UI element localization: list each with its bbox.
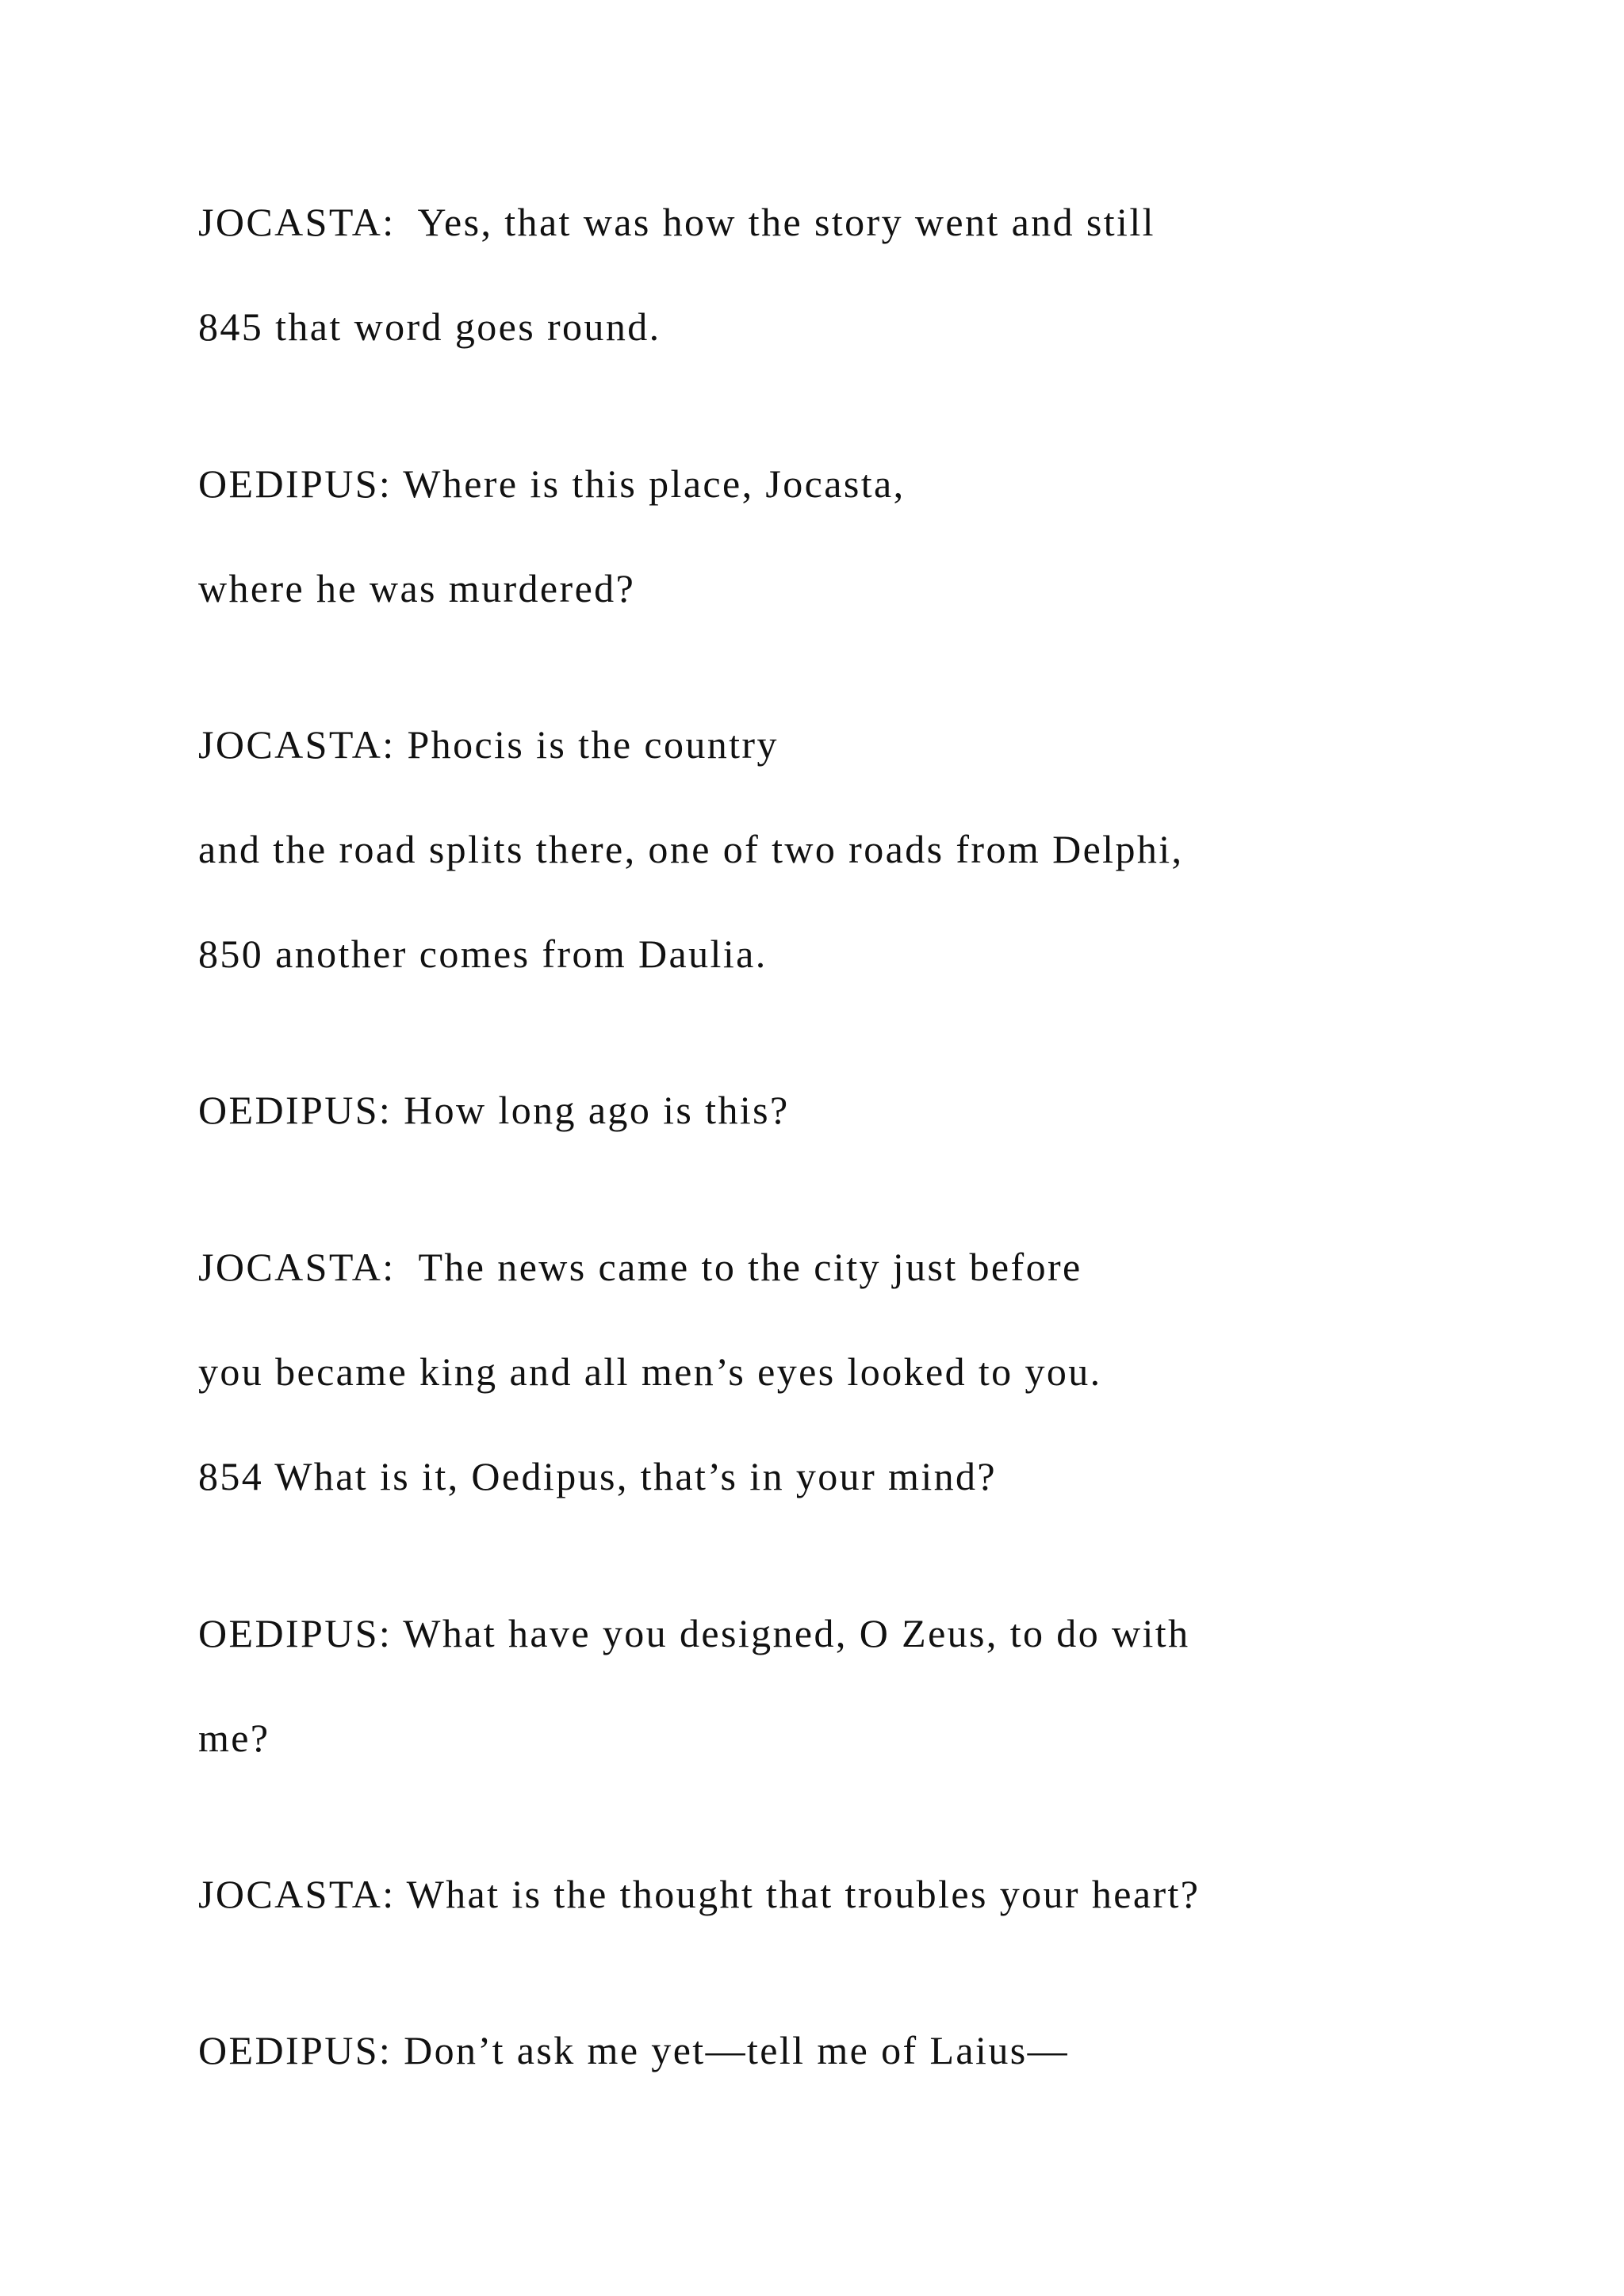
dialogue-line-oedipus: OEDIPUS: What have you designed, O Zeus, to do with	[198, 1611, 1190, 1655]
dialogue-line-continuation: me?	[198, 1716, 270, 1760]
dialogue-line-continuation: 854 What is it, Oedipus, that’s in your mind?	[198, 1454, 997, 1498]
dialogue-line-oedipus: OEDIPUS: Where is this place, Jocasta,	[198, 461, 906, 506]
dialogue-line-continuation: you became king and all men’s eyes looked to you.	[198, 1349, 1102, 1394]
dialogue-line-jocasta: JOCASTA: What is the thought that troubles your heart?	[198, 1872, 1201, 1916]
dialogue-line-continuation: 850 another comes from Daulia.	[198, 932, 768, 976]
dialogue-line-oedipus: OEDIPUS: Don’t ask me yet—tell me of Laius—	[198, 2028, 1069, 2072]
dialogue-line-continuation: and the road splits there, one of two roads from Delphi,	[198, 827, 1184, 871]
dialogue-line-continuation: where he was murdered?	[198, 566, 636, 610]
dialogue-line-jocasta: JOCASTA: The news came to the city just before	[198, 1245, 1082, 1289]
dialogue-line-jocasta: JOCASTA: Yes, that was how the story went and still	[198, 200, 1155, 244]
dialogue-line-jocasta: JOCASTA: Phocis is the country	[198, 722, 779, 767]
dialogue-line-continuation: 845 that word goes round.	[198, 304, 661, 349]
dialogue-line-oedipus: OEDIPUS: How long ago is this?	[198, 1088, 790, 1132]
